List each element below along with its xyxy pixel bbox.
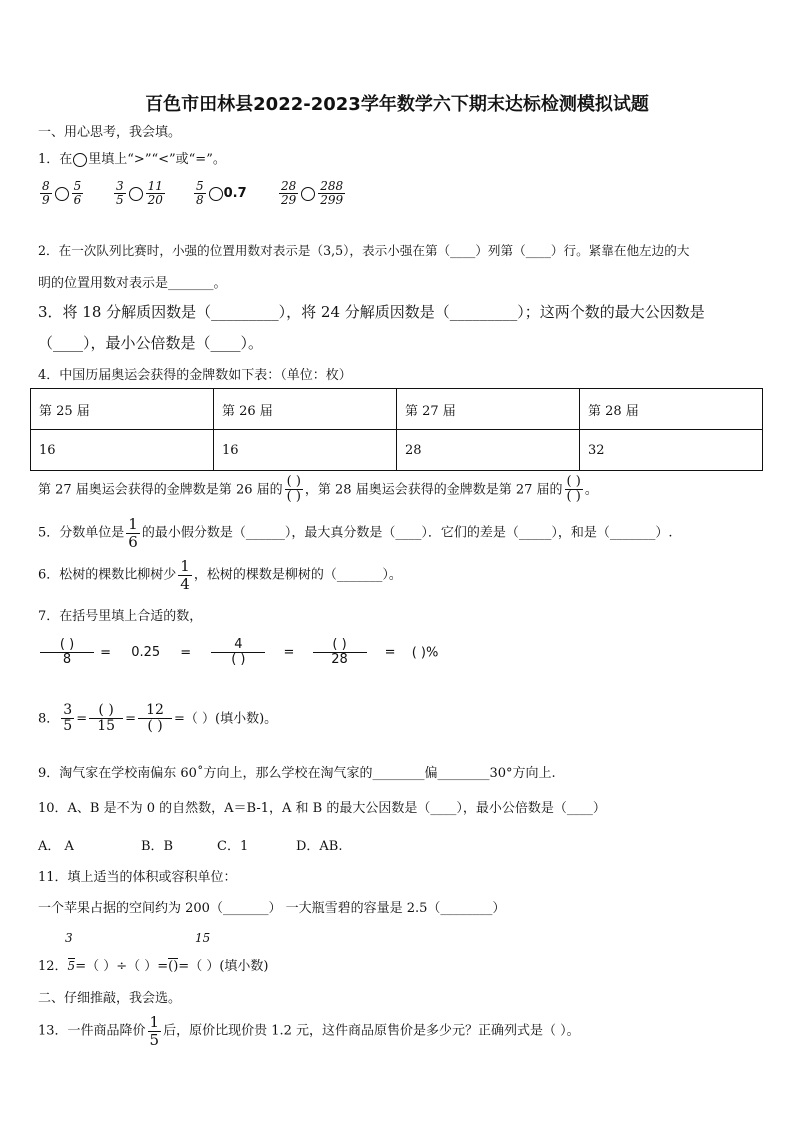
fraction: $\frac{3}{5}$ <box>63 702 73 735</box>
fraction: $\frac{8}{9}$ <box>42 179 50 208</box>
section-heading-2: 二、仔细推敲，我会选。 <box>38 991 182 1006</box>
q12-top-numerator: 3 <box>65 931 73 945</box>
q8-label: 8． <box>38 711 60 727</box>
fraction: $\frac{5}{6}$ <box>73 179 82 208</box>
table-row <box>31 430 763 471</box>
question-13 <box>38 1014 580 1048</box>
equals-sign: = <box>283 645 295 661</box>
q13-b: 后，原价比现价贵 1.2 元，这件商品原售价是多少元？正确列式是（ ）。 <box>163 1023 580 1039</box>
table-cell: 16 <box>214 430 397 471</box>
equals-sign: = <box>100 645 112 661</box>
question-7-equation <box>38 638 438 668</box>
compare-circle[interactable] <box>301 187 315 201</box>
question-5 <box>38 516 672 550</box>
equals-sign: = <box>384 645 396 661</box>
q12-blank[interactable]: () <box>168 959 179 974</box>
q12-denominator: 5 <box>67 959 76 973</box>
answer-fraction[interactable]: $\frac{( )}{28}$ <box>313 638 367 668</box>
answer-fraction[interactable]: $\frac{( )}{( )}$ <box>566 474 581 505</box>
table-header-row <box>31 389 763 430</box>
q10-option-c[interactable]: C．1 <box>217 839 249 854</box>
q7-decimal: 0.25 <box>131 645 161 661</box>
fraction: $\frac{28}{29}$ <box>281 179 297 208</box>
q5-a: 5．分数单位是 <box>38 525 125 541</box>
question-12 <box>38 955 268 974</box>
compare-circle[interactable] <box>129 187 143 201</box>
page-title: 百色市田林县2022-2023学年数学六下期末达标检测模拟试题 <box>145 94 649 115</box>
answer-fraction[interactable]: $\frac{12}{( )}$ <box>138 703 172 735</box>
q1-item-3 <box>192 180 247 207</box>
question-8 <box>38 703 277 735</box>
percent-blank[interactable]: ( )% <box>411 645 439 661</box>
q1-decimal: 0.7 <box>223 186 247 202</box>
question-3-line-2: （____），最小公倍数是（____）。 <box>38 334 264 352</box>
q12-label: 12． <box>38 959 68 974</box>
q6-a: 6．松树的棵数比柳树少 <box>38 567 177 583</box>
answer-fraction[interactable]: $\frac{( )}{8}$ <box>40 638 94 668</box>
question-3-line-1: 3．将 18 分解质因数是（_________），将 24 分解质因数是（_________）；这两个数的最大公因数是 <box>38 303 705 321</box>
question-11-intro: 11．填上适当的体积或容积单位： <box>38 870 237 885</box>
q12-text-3: =（ ）(填小数) <box>178 959 269 974</box>
q1-item-2 <box>112 180 167 207</box>
q10-option-d[interactable]: D．AB. <box>296 839 343 854</box>
question-6 <box>38 558 402 592</box>
q6-b: ，松树的棵数是柳树的（_______）。 <box>193 567 402 583</box>
compare-circle[interactable] <box>55 187 69 201</box>
table-header-cell: 第 26 届 <box>214 389 397 430</box>
table-cell: 16 <box>31 430 214 471</box>
fraction: $\frac{288}{299}$ <box>320 179 344 208</box>
q10-option-b[interactable]: B．B <box>141 839 174 854</box>
table-header-cell: 第 27 届 <box>397 389 580 430</box>
q12-text-1: =（ ）÷（ ）= <box>75 959 169 974</box>
fraction: $\frac{3}{5}$ <box>116 179 124 208</box>
answer-fraction[interactable]: $\frac{4}{( )}$ <box>211 638 265 668</box>
equals-sign: = <box>125 711 137 727</box>
question-2-line-2: 明的位置用数对表示是_______。 <box>38 276 227 291</box>
q1-label: 1．在 <box>38 152 73 167</box>
q1-text: 里填上“>”“<”或“=”。 <box>88 152 226 167</box>
question-10: 10．A、B 是不为 0 的自然数，A＝B-1，A 和 B 的最大公因数是（____），最小公倍数是（____） <box>38 801 606 816</box>
fraction: $\frac{1}{5}$ <box>149 1013 160 1049</box>
fraction: $\frac{5}{8}$ <box>196 179 204 208</box>
answer-fraction[interactable]: $\frac{( )}{15}$ <box>89 703 123 735</box>
q1-item-1 <box>38 180 85 207</box>
question-11-line: 一个苹果占据的空间约为 200（_______） 一大瓶雪碧的容量是 2.5（________） <box>38 901 506 916</box>
question-9: 9．淘气家在学校南偏东 60˚方向上，那么学校在淘气家的________偏________30°方向上. <box>38 766 556 781</box>
q4-s1: 第 27 届奥运会获得的金牌数是第 26 届的 <box>38 482 283 498</box>
fraction: $\frac{1}{6}$ <box>128 515 138 551</box>
q4-s3: 。 <box>584 482 598 498</box>
q12-top-numerator-2: 15 <box>195 931 211 945</box>
q13-a: 13．一件商品降价 <box>38 1023 146 1039</box>
circle-icon <box>73 153 87 167</box>
equals-sign: = <box>76 711 88 727</box>
q4-s2: ，第 28 届奥运会获得的金牌数是第 27 届的 <box>304 482 563 498</box>
table-cell: 28 <box>397 430 580 471</box>
fraction: $\frac{1}{4}$ <box>180 557 190 593</box>
question-2-line-1: 2．在一次队列比赛时，小强的位置用数对表示是（3,5），表示小强在第（____）列第（____）行。紧靠在他左边的大 <box>38 243 690 258</box>
table-header-cell: 第 28 届 <box>580 389 763 430</box>
q1-item-4 <box>277 180 347 207</box>
question-4-intro: 4．中国历届奥运会获得的金牌数如下表：（单位：枚） <box>38 368 352 383</box>
q10-option-a[interactable]: A． A <box>38 839 74 854</box>
question-7-intro: 7．在括号里填上合适的数， <box>38 609 203 624</box>
answer-fraction[interactable]: $\frac{( )}{( )}$ <box>286 474 301 505</box>
table-cell: 32 <box>580 430 763 471</box>
q5-b: 的最小假分数是（______），最大真分数是（____）．它们的差是（_____），和是（_______）. <box>141 525 673 541</box>
q8-tail: =（ ）(填小数)。 <box>174 711 278 727</box>
section-heading-1: 一、用心思考，我会填。 <box>38 125 182 140</box>
medal-table <box>30 388 763 471</box>
question-1 <box>38 148 226 167</box>
equals-sign: = <box>180 645 192 661</box>
fraction: $\frac{11}{20}$ <box>147 179 163 208</box>
table-header-cell: 第 25 届 <box>31 389 214 430</box>
compare-circle[interactable] <box>209 187 223 201</box>
question-4-sentence <box>38 475 598 505</box>
